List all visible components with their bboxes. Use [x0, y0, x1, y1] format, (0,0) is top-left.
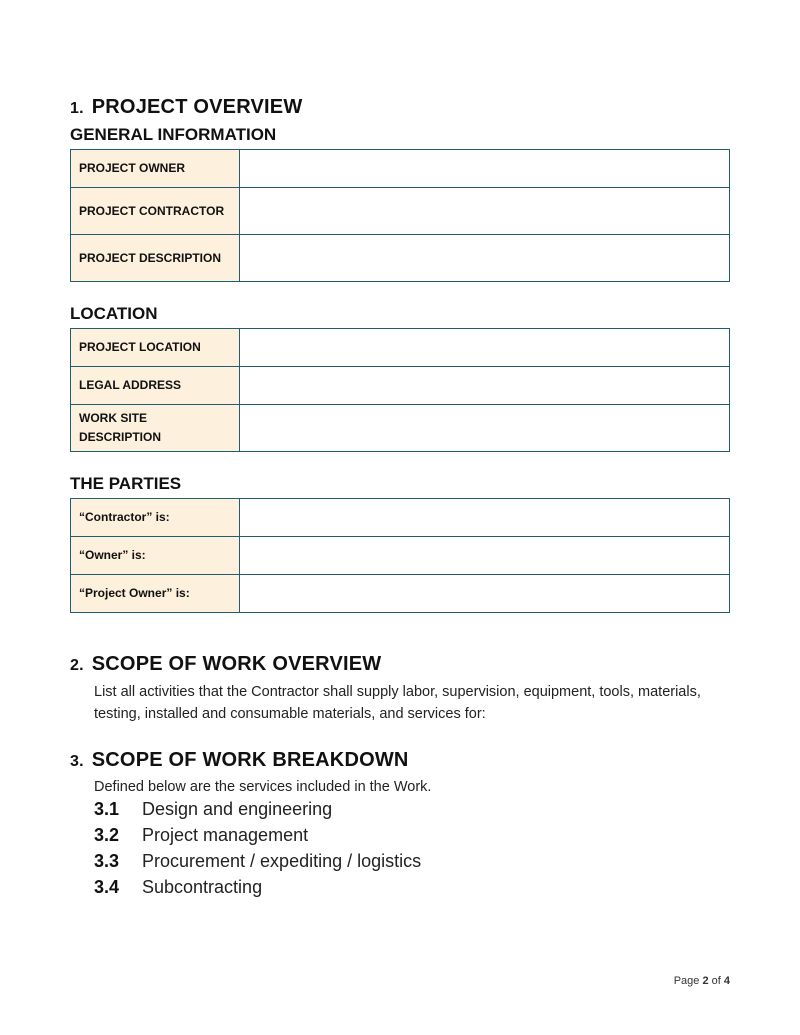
field-label: “Contractor” is: [71, 499, 240, 537]
table-row [71, 405, 730, 452]
location-heading: LOCATION [70, 304, 158, 323]
table-row [71, 367, 730, 405]
section-title-text: PROJECT OVERVIEW [91, 96, 303, 118]
item-label: Project management [142, 825, 309, 845]
page-of: of [708, 975, 724, 987]
table-row [71, 150, 730, 188]
field-label: PROJECT LOCATION [71, 329, 240, 367]
item-label: Subcontracting [142, 877, 263, 897]
section-2-title [70, 653, 381, 676]
field-value-cell[interactable] [240, 329, 730, 367]
list-item [94, 825, 308, 846]
section-3-title [70, 749, 409, 772]
field-label: LEGAL ADDRESS [71, 367, 240, 405]
list-item [94, 877, 262, 898]
table-row [71, 235, 730, 282]
section-number: 1. [70, 100, 84, 117]
field-value-cell[interactable] [240, 499, 730, 537]
field-label: PROJECT DESCRIPTION [71, 235, 240, 282]
page-prefix: Page [673, 975, 703, 987]
page-current: 2 [702, 975, 709, 987]
field-label: WORK SITE DESCRIPTION [71, 405, 240, 452]
item-number: 3.4 [94, 877, 120, 897]
item-label: Design and engineering [142, 799, 333, 819]
scope-breakdown-text: Defined below are the services included in the Work. [94, 779, 432, 795]
general-info-heading: GENERAL INFORMATION [70, 125, 277, 144]
parties-heading: THE PARTIES [70, 474, 182, 493]
table-row [71, 499, 730, 537]
table-row [71, 188, 730, 235]
table-row [71, 575, 730, 613]
field-label: PROJECT CONTRACTOR [71, 188, 240, 235]
page-number [674, 975, 730, 987]
scope-overview-text: List all activities that the Contractor shall supply labor, supervision, equipment, tools, materials, testing, installed and consumable materials, and services for: [94, 684, 701, 722]
field-label: “Owner” is: [71, 537, 240, 575]
field-value-cell[interactable] [240, 537, 730, 575]
field-value-cell[interactable] [240, 150, 730, 188]
table-row [71, 537, 730, 575]
item-number: 3.3 [94, 851, 120, 871]
section-number: 3. [70, 753, 84, 770]
field-value-cell[interactable] [240, 575, 730, 613]
item-number: 3.1 [94, 799, 120, 819]
field-label: “Project Owner” is: [71, 575, 240, 613]
item-number: 3.2 [94, 825, 120, 845]
list-item [94, 851, 421, 872]
section-number: 2. [70, 657, 84, 674]
general-info-table [70, 149, 730, 282]
location-table [70, 328, 730, 452]
section-1-title [70, 96, 302, 119]
parties-table [70, 498, 730, 613]
table-row [71, 329, 730, 367]
field-value-cell[interactable] [240, 235, 730, 282]
field-value-cell[interactable] [240, 405, 730, 452]
field-value-cell[interactable] [240, 367, 730, 405]
section-title-text: SCOPE OF WORK BREAKDOWN [91, 749, 409, 771]
list-item [94, 799, 332, 820]
section-title-text: SCOPE OF WORK OVERVIEW [91, 653, 382, 675]
field-label: PROJECT OWNER [71, 150, 240, 188]
item-label: Procurement / expediting / logistics [142, 851, 422, 871]
page-total: 4 [723, 975, 730, 987]
field-value-cell[interactable] [240, 188, 730, 235]
